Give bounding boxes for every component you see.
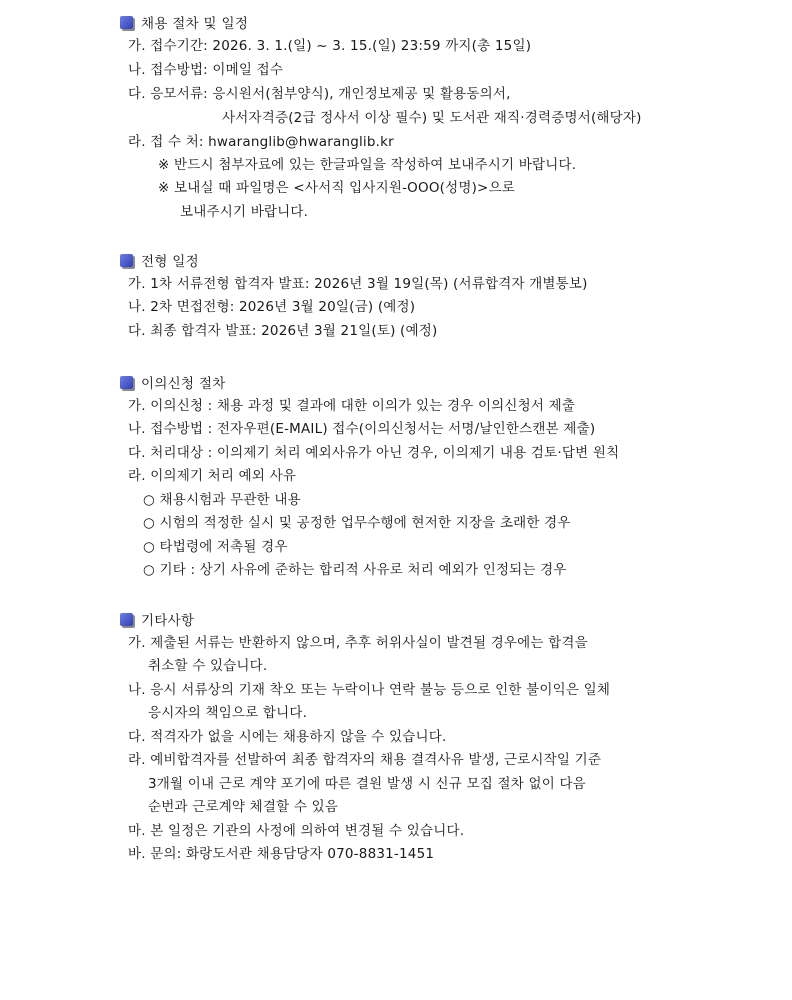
misc-item: 나. 응시 서류상의 기재 착오 또는 누락이나 연락 불능 등으로 인한 불이익은 일체 [128,682,611,698]
misc-item-cont: 3개월 이내 근로 계약 포기에 따른 결원 발생 시 신규 모집 절차 없이 다음 [148,776,586,792]
final-announcement: 다. 최종 합격자 발표: 2026년 3월 21일(토) (예정) [128,323,438,339]
application-period: 가. 접수기간: 2026. 3. 1.(일) ~ 3. 15.(일) 23:59 까지(총 15일) [128,38,532,54]
note-filename-cont: 보내주시기 바랍니다. [180,204,309,220]
section-heading-recruitment-schedule [120,10,248,34]
exception-item: ○ 채용시험과 무관한 내용 [143,492,301,508]
second-round-interview: 나. 2차 면접전형: 2026년 3월 20일(금) (예정) [128,299,416,315]
misc-item-cont: 취소할 수 있습니다. [148,658,268,674]
exception-item: ○ 시험의 적정한 실시 및 공정한 업무수행에 현저한 지장을 초래한 경우 [143,515,571,531]
application-method: 나. 접수방법: 이메일 접수 [128,62,284,78]
contact-info: 바. 문의: 화랑도서관 채용담당자 070-8831-1451 [128,846,435,862]
section-title: 이의신청 절차 [141,376,226,392]
section-bullet-icon [120,16,133,29]
misc-item: 라. 예비합격자를 선발하여 최종 합격자의 채용 결격사유 발생, 근로시작일 기준 [128,752,602,768]
required-documents-cont: 사서자격증(2급 정사서 이상 필수) 및 도서관 재직·경력증명서(해당자) [222,110,642,126]
misc-item: 마. 본 일정은 기관의 사정에 의하여 변경될 수 있습니다. [128,823,465,839]
section-bullet-icon [120,254,133,267]
first-round-announcement: 가. 1차 서류전형 합격자 발표: 2026년 3월 19일(목) (서류합격자 개별통보) [128,276,588,292]
section-heading-screening-schedule [120,248,199,272]
exception-item: ○ 기타 : 상기 사유에 준하는 합리적 사유로 처리 예외가 인정되는 경우 [143,562,567,578]
section-title: 전형 일정 [141,254,199,270]
section-bullet-icon [120,613,133,626]
objection-definition: 가. 이의신청 : 채용 과정 및 결과에 대한 이의가 있는 경우 이의신청서 제출 [128,398,576,414]
required-documents: 다. 응모서류: 응시원서(첨부양식), 개인정보제공 및 활용동의서, [128,86,511,102]
section-title: 기타사항 [141,613,195,629]
section-heading-misc [120,607,194,631]
section-heading-objection [120,370,226,394]
misc-item: 다. 적격자가 없을 시에는 채용하지 않을 수 있습니다. [128,729,447,745]
exception-item: ○ 타법령에 저촉될 경우 [143,539,288,555]
note-hwp-file: ※ 반드시 첨부자료에 있는 한글파일을 작성하여 보내주시기 바랍니다. [158,157,577,173]
objection-exceptions: 라. 이의제기 처리 예외 사유 [128,468,297,484]
misc-item: 가. 제출된 서류는 반환하지 않으며, 추후 허위사실이 발견될 경우에는 합격을 [128,635,588,651]
misc-item-cont: 순번과 근로계약 체결할 수 있음 [148,799,339,815]
section-bullet-icon [120,376,133,389]
objection-target: 다. 처리대상 : 이의제기 처리 예외사유가 아닌 경우, 이의제기 내용 검토·답변 원칙 [128,445,620,461]
objection-method: 나. 접수방법 : 전자우편(E-MAIL) 접수(이의신청서는 서명/날인한스캔본 제출) [128,421,596,437]
note-filename: ※ 보내실 때 파일명은 <사서직 입사지원-OOO(성명)>으로 [158,180,516,196]
section-title: 채용 절차 및 일정 [141,16,249,32]
submission-email: 라. 접 수 처: hwaranglib@hwaranglib.kr [128,134,394,150]
misc-item-cont: 응시자의 책임으로 합니다. [148,705,308,721]
